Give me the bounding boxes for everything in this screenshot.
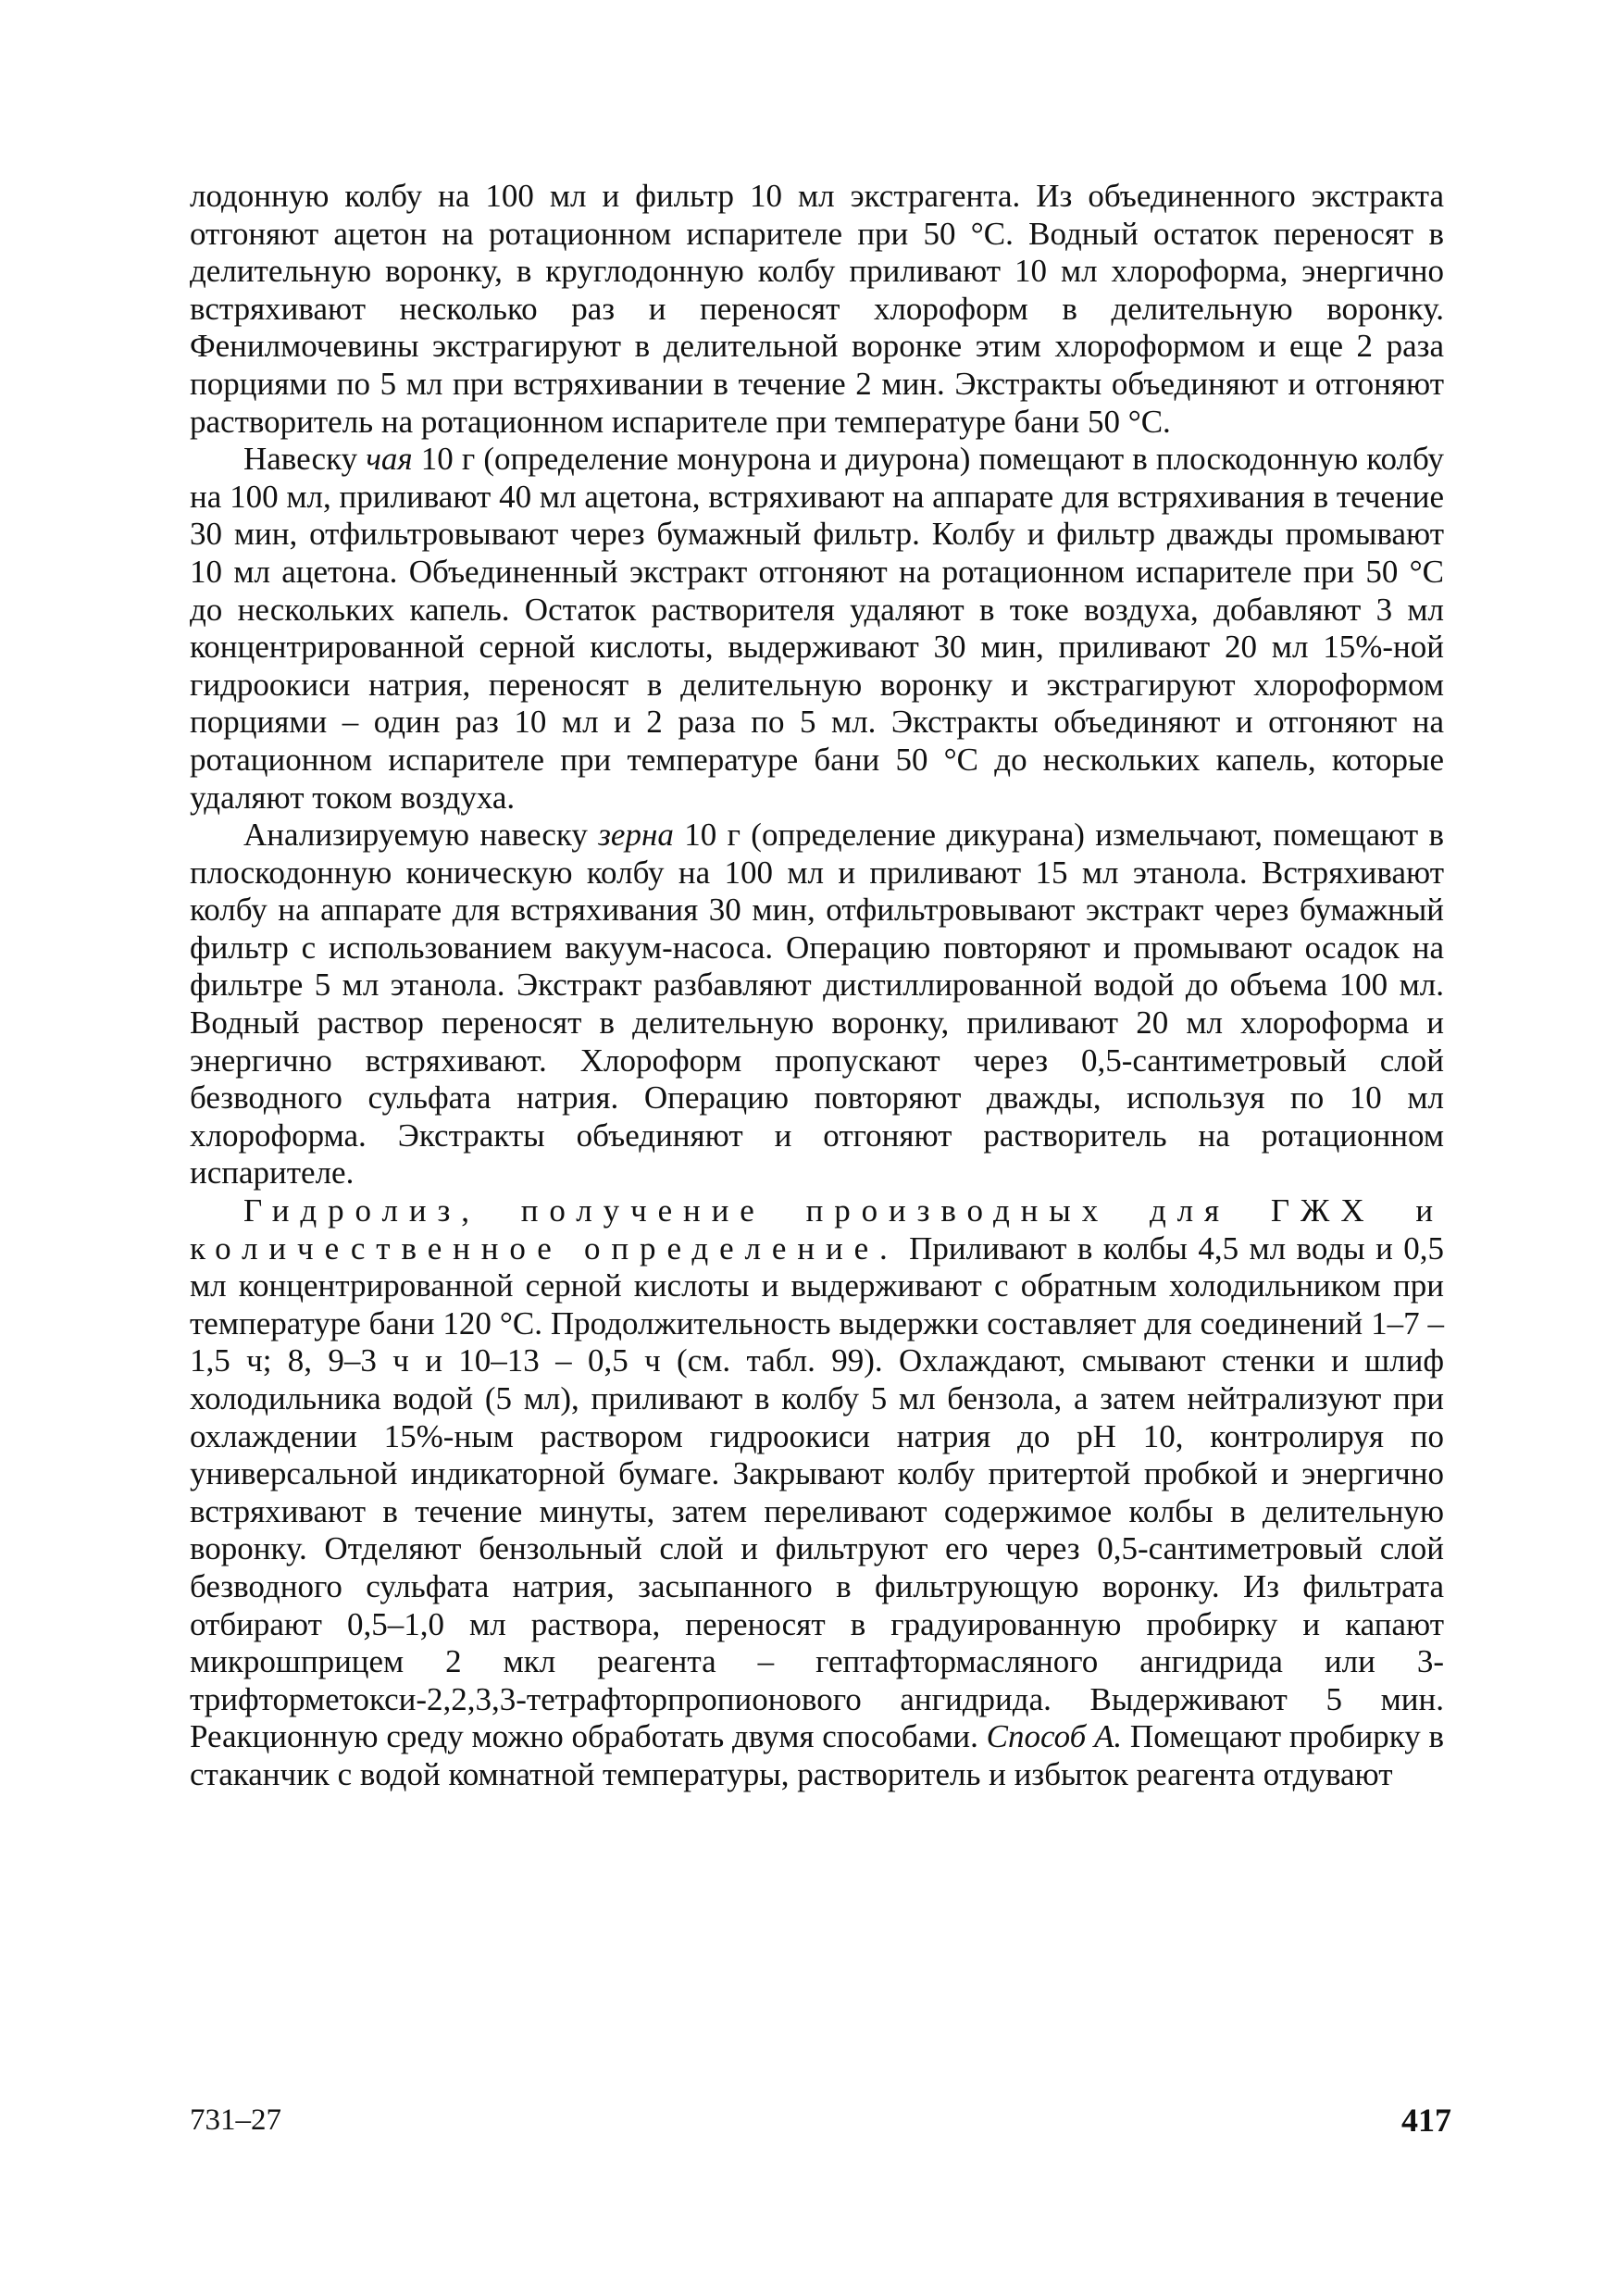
text-run: Помещают пробирку в стаканчик с водой комнатной температуры, растворитель и избыток реагента отдувают (190, 1718, 1445, 1792)
text-run: Приливают в колбы 4,5 мл воды и 0,5 мл концентрированной серной кислоты и выдерживают с обратным холодильником при температуре бани 120 °С. Продолжительность выдержки составляет для соединений 1–7 – 1,5 ч; 8, 9–3 ч и 10–13 – 0,5 ч (см. табл. 99). Охлаждают, смывают стенки и шлиф холодильника водой (5 мл), приливают в колбу 5 мл бензола, а затем нейтрализуют при охлаждении 15%-ным раствором гидроокиси натрия до pH 10, контролируя по универсальной индикаторной бумаге. Закрывают колбу притертой пробкой и энергично встряхивают в течение минуты, затем переливают содержимое колбы в делительную воронку. Отделяют бензольный слой и фильтруют его через 0,5-сантиметровый слой безводного сульфата натрия, засыпанного в фильтрующую воронку. Из фильтрата отбирают 0,5–1,0 мл раствора, переносят в градуированную пробирку и капают микрошприцем 2 мкл реагента – гептафтормасляного ангидрида или 3-трифторметокси-2,2,3,3-тетрафторпропионового ангидрида. Выдерживают 5 мин. Реакционную среду можно обработать двумя способами. (190, 1229, 1445, 1755)
italic-term: чая (366, 441, 413, 478)
page-number: 417 (1401, 2102, 1451, 2139)
paragraph (190, 441, 1444, 817)
text-run: 10 г (определение монурона и диурона) помещают в плоскодонную колбу на 100 мл, приливают 40 мл ацетона, встряхивают на аппарате для встряхивания в течение 30 мин, отфильтровывают через бумажный фильтр. Колбу и фильтр дважды промывают 10 мл ацетона. Объединенный экстракт отгоняют на ротационном испарителе при 50 °С до нескольких капель. Остаток растворителя удаляют в токе воздуха, добавляют 3 мл концентрированной серной кислоты, выдерживают 30 мин, приливают 20 мл 15%-ной гидроокиси натрия, переносят в делительную воронку и экстрагируют хлороформом порциями – один раз 10 мл и 2 раза по 5 мл. Экстракты объединяют и отгоняют на ротационном испарителе при температуре бани 50 °С до нескольких капель, которые удаляют током воздуха. (190, 441, 1444, 816)
italic-term: Способ А. (986, 1718, 1123, 1755)
paragraph (190, 1192, 1444, 1794)
print-signature: 731–27 (190, 2103, 281, 2137)
text-run: 10 г (определение дикурана) измельчают, помещают в плоскодонную коническую колбу на 100 мл и приливают 15 мл этанола. Встряхивают колбу на аппарате для встряхивания 30 мин, отфильтровывают экстракт через бумажный фильтр с использованием вакуум-насоса. Операцию повторяют и промывают осадок на фильтре 5 мл этанола. Экстракт разбавляют дистиллированной водой до объема 100 мл. Водный раствор переносят в делительную воронку, приливают 20 мл хлороформа и энергично встряхивают. Хлороформ пропускают через 0,5-сантиметровый слой безводного сульфата натрия. Операцию повторяют дважды, используя по 10 мл хлороформа. Экстракты объединяют и отгоняют растворитель на ротационном испарителе. (190, 817, 1445, 1192)
section-heading: Гидролиз, получение производных для ГЖХ и количественное определение. (190, 1192, 1444, 1267)
body-text (190, 178, 1444, 1794)
paragraph (190, 178, 1444, 441)
text-run: лодонную колбу на 100 мл и фильтр 10 мл экстрагента. Из объединенного экстракта отгоняют ацетон на ротационном испарителе при 50 °С. Водный остаток переносят в делительную воронку, в круглодонную колбу приливают 10 мл хлороформа, энергично встряхивают несколько раз и переносят хлороформ в делительную воронку. Фенилмочевины экстрагируют в делительной воронке этим хлороформом и еще 2 раза порциями по 5 мл при встряхивании в течение 2 мин. Экстракты объединяют и отгоняют растворитель на ротационном испарителе при температуре бани 50 °С. (190, 178, 1444, 440)
text-run: Анализируемую навеску (243, 817, 599, 854)
text-run: Навеску (243, 441, 367, 478)
italic-term: зерна (598, 817, 674, 854)
paragraph (190, 817, 1444, 1192)
